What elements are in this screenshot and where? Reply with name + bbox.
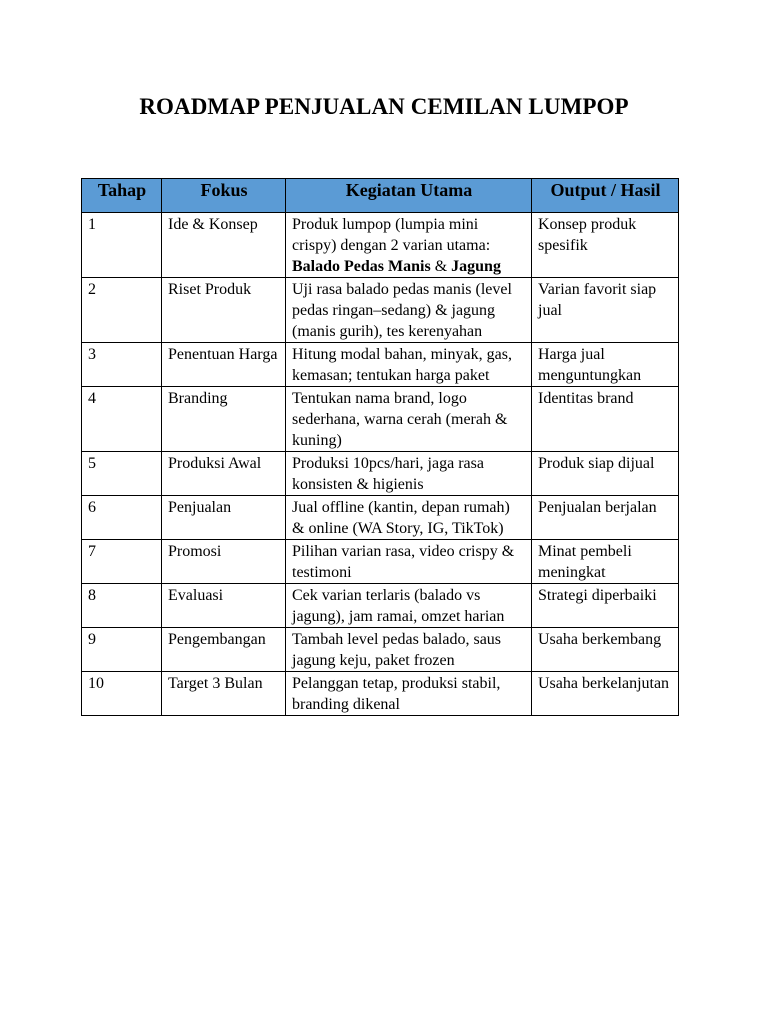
cell-fokus: Branding	[162, 387, 286, 452]
cell-fokus: Ide & Konsep	[162, 213, 286, 278]
kegiatan-text: Produk lumpop (lumpia mini crispy) dengan 2 varian utama:	[292, 216, 491, 254]
cell-output: Minat pembeli meningkat	[532, 540, 679, 584]
table-row	[82, 452, 679, 496]
header-kegiatan-utama: Kegiatan Utama	[286, 179, 532, 213]
table-row	[82, 387, 679, 452]
table-row	[82, 343, 679, 387]
cell-output: Usaha berkembang	[532, 628, 679, 672]
header-output-hasil: Output / Hasil	[532, 179, 679, 213]
cell-tahap: 1	[82, 213, 162, 278]
cell-tahap: 5	[82, 452, 162, 496]
cell-tahap: 2	[82, 278, 162, 343]
cell-kegiatan: Tentukan nama brand, logo sederhana, warna cerah (merah & kuning)	[286, 387, 532, 452]
table-row	[82, 496, 679, 540]
cell-kegiatan: Pelanggan tetap, produksi stabil, branding dikenal	[286, 672, 532, 716]
cell-tahap: 10	[82, 672, 162, 716]
cell-kegiatan: Uji rasa balado pedas manis (level pedas ringan–sedang) & jagung (manis gurih), tes kerenyahan	[286, 278, 532, 343]
cell-output: Usaha berkelanjutan	[532, 672, 679, 716]
table-row	[82, 672, 679, 716]
cell-tahap: 7	[82, 540, 162, 584]
header-tahap: Tahap	[82, 179, 162, 213]
cell-output: Identitas brand	[532, 387, 679, 452]
cell-tahap: 9	[82, 628, 162, 672]
cell-kegiatan: Jual offline (kantin, depan rumah) & online (WA Story, IG, TikTok)	[286, 496, 532, 540]
table-row	[82, 213, 679, 278]
header-fokus: Fokus	[162, 179, 286, 213]
cell-tahap: 4	[82, 387, 162, 452]
cell-output: Penjualan berjalan	[532, 496, 679, 540]
cell-kegiatan: Pilihan varian rasa, video crispy & testimoni	[286, 540, 532, 584]
cell-kegiatan: Cek varian terlaris (balado vs jagung), jam ramai, omzet harian	[286, 584, 532, 628]
cell-fokus: Promosi	[162, 540, 286, 584]
cell-kegiatan: Produksi 10pcs/hari, jaga rasa konsisten & higienis	[286, 452, 532, 496]
table-header-row	[82, 179, 679, 213]
cell-output: Konsep produk spesifik	[532, 213, 679, 278]
cell-fokus: Evaluasi	[162, 584, 286, 628]
cell-output: Produk siap dijual	[532, 452, 679, 496]
kegiatan-ampersand: &	[430, 258, 452, 275]
cell-kegiatan: Tambah level pedas balado, saus jagung keju, paket frozen	[286, 628, 532, 672]
cell-tahap: 3	[82, 343, 162, 387]
cell-fokus: Pengembangan	[162, 628, 286, 672]
cell-kegiatan: Hitung modal bahan, minyak, gas, kemasan; tentukan harga paket	[286, 343, 532, 387]
page-title: ROADMAP PENJUALAN CEMILAN LUMPOP	[139, 94, 629, 119]
cell-tahap: 8	[82, 584, 162, 628]
cell-output: Varian favorit siap jual	[532, 278, 679, 343]
kegiatan-bold-variant-1: Balado Pedas Manis	[292, 258, 431, 275]
table-row	[82, 278, 679, 343]
table-row	[82, 540, 679, 584]
cell-fokus: Target 3 Bulan	[162, 672, 286, 716]
kegiatan-bold-variant-2: Jagung	[451, 258, 501, 275]
cell-output: Harga jual menguntungkan	[532, 343, 679, 387]
table-row	[82, 628, 679, 672]
cell-fokus: Riset Produk	[162, 278, 286, 343]
cell-fokus: Penjualan	[162, 496, 286, 540]
roadmap-table	[81, 178, 679, 716]
cell-kegiatan	[286, 213, 532, 278]
cell-tahap: 6	[82, 496, 162, 540]
cell-fokus: Penentuan Harga	[162, 343, 286, 387]
cell-output: Strategi diperbaiki	[532, 584, 679, 628]
table-row	[82, 584, 679, 628]
cell-fokus: Produksi Awal	[162, 452, 286, 496]
